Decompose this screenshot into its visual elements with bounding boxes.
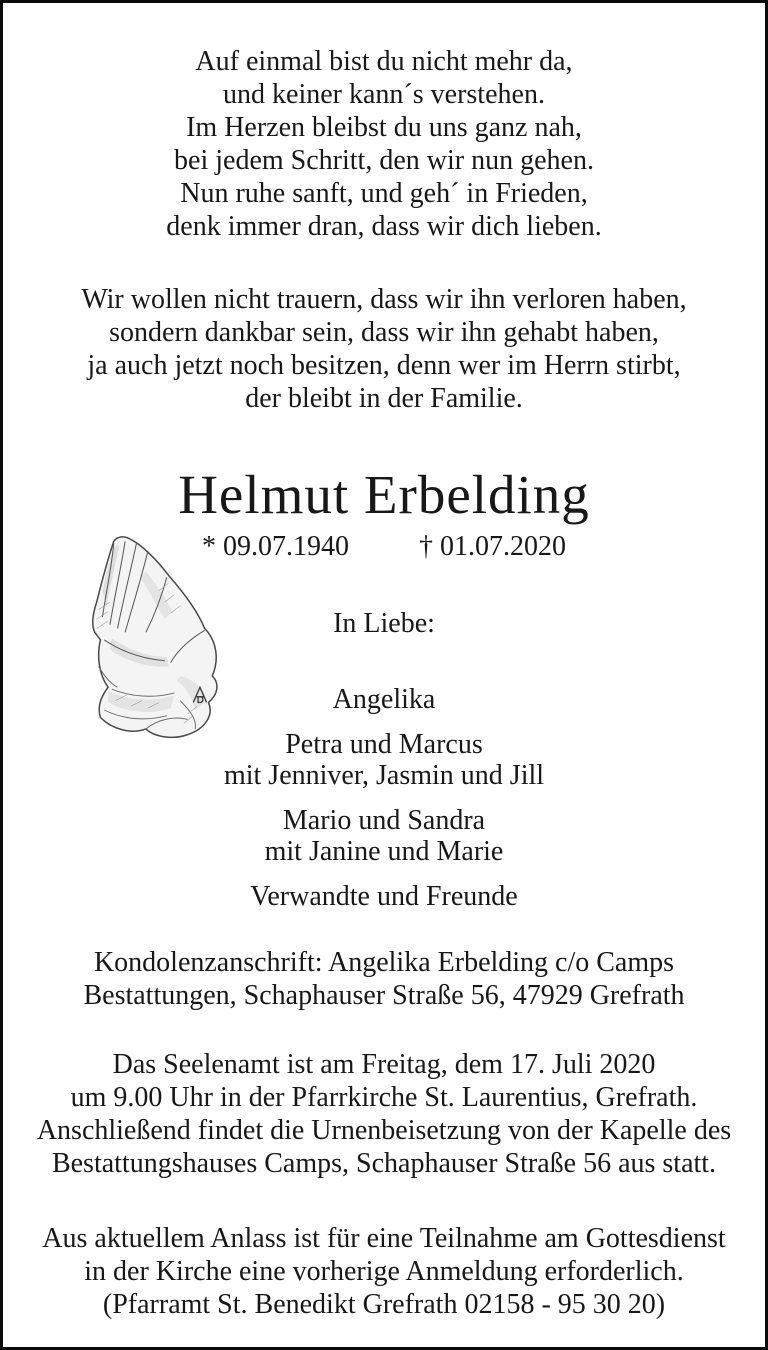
tribute-line: sondern dankbar sein, dass wir ihn gehabt haben, xyxy=(109,317,659,348)
service-line: Anschließend findet die Urnenbeisetzung von der Kapelle des xyxy=(36,1115,732,1146)
mourner-children: mit Janine und Marie xyxy=(264,836,504,867)
service-line: um 9.00 Uhr in der Pfarrkirche St. Laurentius, Grefrath. xyxy=(70,1082,698,1113)
poem-line: bei jedem Schritt, den wir nun gehen. xyxy=(174,145,594,176)
tribute-line: der bleibt in der Familie. xyxy=(245,383,523,414)
deceased-name: Helmut Erbelding xyxy=(178,464,590,525)
birth-date: * 09.07.1940 xyxy=(202,531,349,562)
poem-line: Nun ruhe sanft, und geh´ in Frieden, xyxy=(180,178,588,209)
service-line: Bestattungshauses Camps, Schaphauser Straße 56 aus statt. xyxy=(51,1148,717,1179)
mourner-group xyxy=(3,881,765,912)
attendance-notice xyxy=(3,1222,765,1321)
poem-line: und keiner kann´s verstehen. xyxy=(223,79,545,110)
mourners-heading: In Liebe: xyxy=(333,608,435,639)
death-date: † 01.07.2020 xyxy=(419,531,566,562)
mourner-name: Verwandte und Freunde xyxy=(250,881,518,912)
poem-line: denk immer dran, dass wir dich lieben. xyxy=(166,211,602,242)
poem-line: Im Herzen bleibst du uns ganz nah, xyxy=(186,112,582,143)
mourner-name: Mario und Sandra xyxy=(282,805,486,836)
notice-line: Aus aktuellem Anlass ist für eine Teilnahme am Gottesdienst xyxy=(42,1223,726,1254)
mourner-name: Angelika xyxy=(332,684,436,715)
condolence-line: Kondolenzanschrift: Angelika Erbelding c/o Camps xyxy=(93,947,675,978)
condolence-line: Bestattungen, Schaphauser Straße 56, 47929 Grefrath xyxy=(83,980,685,1011)
praying-hands-image xyxy=(55,533,235,743)
service-details xyxy=(3,1048,765,1180)
tribute-line: Wir wollen nicht trauern, dass wir ihn verloren haben, xyxy=(81,284,687,315)
service-line: Das Seelenamt ist am Freitag, dem 17. Juli 2020 xyxy=(112,1049,656,1080)
tribute-verse xyxy=(3,283,765,415)
opening-poem xyxy=(3,45,765,243)
notice-line: in der Kirche eine vorherige Anmeldung erforderlich. xyxy=(84,1256,684,1287)
notice-line: (Pfarramt St. Benedikt Grefrath 02158 - 95 30 20) xyxy=(102,1289,666,1320)
mourner-name: Petra und Marcus xyxy=(285,729,483,760)
condolence-address xyxy=(3,946,765,1012)
mourner-children: mit Jenniver, Jasmin und Jill xyxy=(223,760,545,791)
praying-hands-icon xyxy=(55,533,235,743)
mourner-group xyxy=(3,805,765,867)
poem-line: Auf einmal bist du nicht mehr da, xyxy=(195,46,573,77)
tribute-line: ja auch jetzt noch besitzen, denn wer im Herrn stirbt, xyxy=(87,350,681,381)
